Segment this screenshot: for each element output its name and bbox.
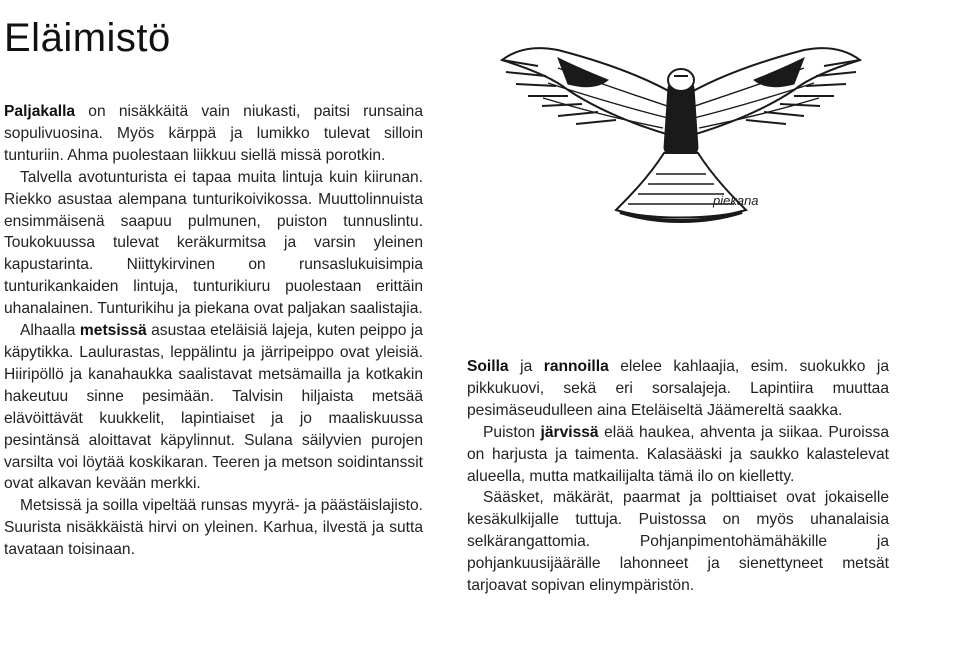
paragraph-text: asustaa eteläisiä lajeja, kuten peippo ja käpytikka. Laulurastas, leppälintu ja järripeippo ovat yleisiä. Hiiripöllö ja kanahaukka saalistavat metsämailla ja kotkakin hakeutuu sinne pesimään. Talvisin hiljaista metsää elävöittävät kuukkelit, lapintiaiset ja jo maaliskuussa pesintänsä aloittavat käpylinnut. Sulana säilyvien purojen varsilta voi löytää koskikaran. Teeren ja metson soidintanssit ovat alkavan kevään merkki. <box>4 322 423 493</box>
page-title: Eläimistö <box>4 16 171 60</box>
left-column <box>4 101 423 561</box>
keyword-paljakalla: Paljakalla <box>4 103 76 120</box>
illustration-caption: piekana <box>713 193 759 208</box>
paragraph-paljakka <box>4 101 423 167</box>
paragraph-mammals: Metsissä ja soilla vipeltää runsas myyrä- ja päästäislajisto. Suurista nisäkkäistä hirvi on yleinen. Karhua, ilvestä ja sutta tavataan toisinaan. <box>4 497 423 559</box>
paragraph-birds-fell: Talvella avotunturista ei tapaa muita lintuja kuin kiirunan. Riekko asustaa alempana tunturikoivikossa. Muuttolinnuista ensimmäisenä saapuu pulmunen, puiston tunnuslintu. Toukokuussa tulevat keräkurmitsa ja varsin yleinen kapustarinta. Niittykirvinen on runsaslukuisimpia tunturikankaiden lintuja, tunturikiuru puolestaan erittäin uhanalainen. Tunturikihu ja piekana ovat paljakan saalistajia. <box>4 168 423 318</box>
paragraph-insects: Sääsket, mäkärät, paarmat ja polttiaiset ovat jokaiselle kesäkulkijalle tuttuja. Puistossa on myös uhanalaisia selkärangattomia. Pohjanpimentohämähäkille ja pohjankuusijäärälle lahonneet ja sienettyneet metsät tarjoavat sopivan elinympäristön. <box>467 489 889 595</box>
keyword-soilla: Soilla <box>467 358 509 375</box>
paragraph-lakes <box>467 422 889 488</box>
keyword-metsissa: metsissä <box>79 322 147 340</box>
paragraph-text: elää haukea, ahventa ja siikaa. Puroissa on harjusta ja taimenta. Kalasääski ja saukko kalastelevat alueella, mutta matkailijalta tämä ilo on kielletty. <box>467 423 889 485</box>
paragraph-text: on nisäkkäitä vain niukasti, paitsi runsaina sopulivuosina. Myös kärppä ja lumikko tulevat silloin tunturiin. Ahma puolestaan liikkuu siellä missä porotkin. <box>4 103 423 164</box>
paragraph-text: Puiston <box>483 423 541 441</box>
hawk-illustration-icon <box>498 38 864 228</box>
keyword-jarvissa: järvissä <box>540 423 599 441</box>
paragraph-text: elelee kahlaajia, esim. suokukko ja pikkukuovi, sekä eri sorsalajeja. Lapintiira muuttaa pesimäseudulleen aina Eteläiseltä Jäämereltä saakka. <box>467 358 890 419</box>
paragraph-wetlands <box>467 356 889 422</box>
right-column <box>467 356 889 597</box>
paragraph-text: Alhaalla <box>20 322 80 340</box>
paragraph-text: ja <box>508 358 544 375</box>
keyword-rannoilla: rannoilla <box>543 358 609 375</box>
paragraph-forests <box>4 320 423 495</box>
